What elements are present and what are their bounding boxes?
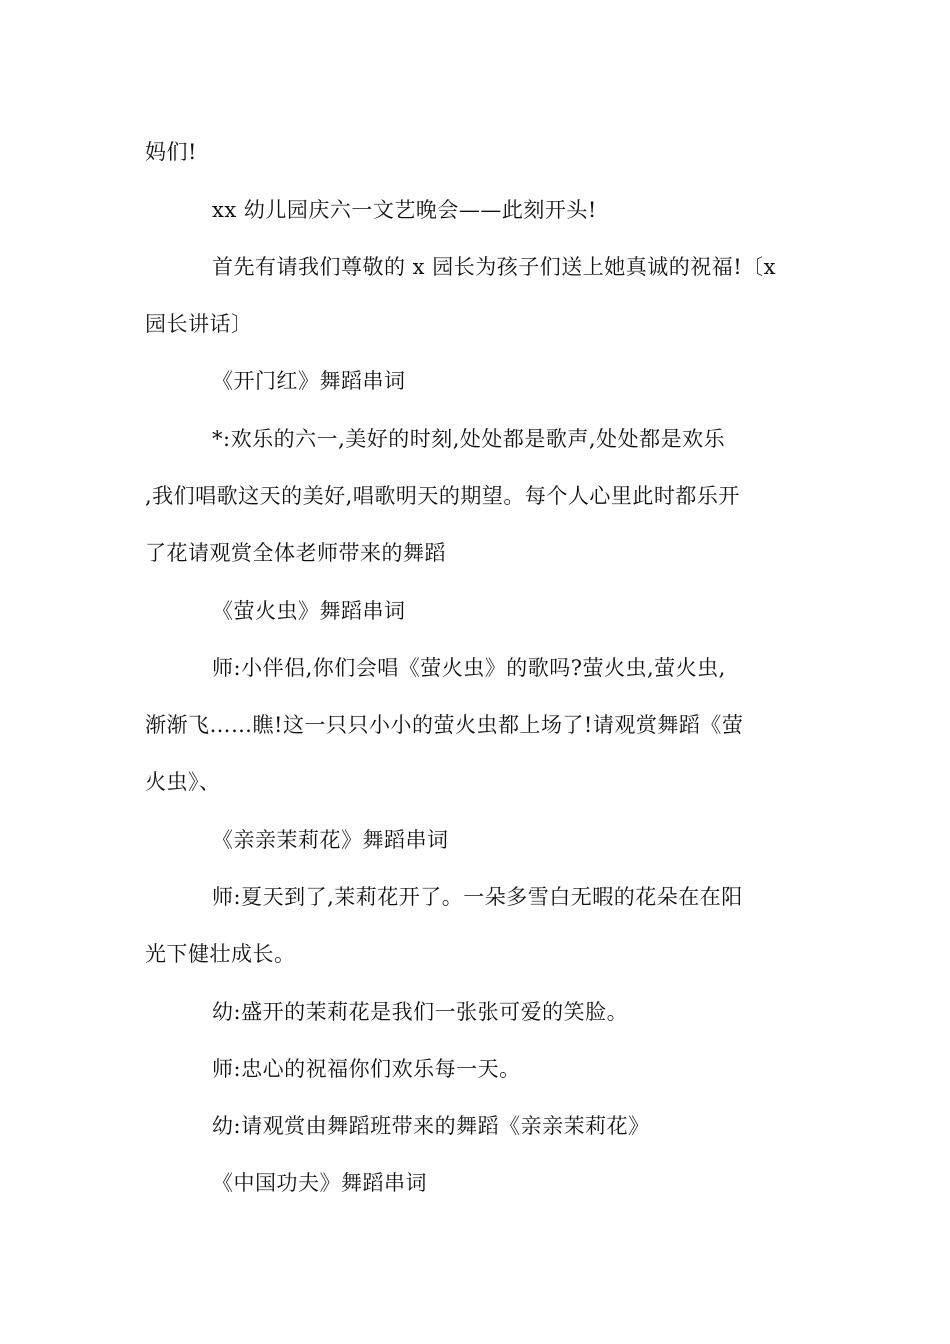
text-line: 幼:请观赏由舞蹈班带来的舞蹈《亲亲茉莉花》	[212, 1114, 650, 1138]
text-line: *:欢乐的六一,美好的时刻,处处都是歌声,处处都是欢乐	[212, 427, 726, 451]
section-heading: 《中国功夫》舞蹈串词	[212, 1171, 427, 1195]
text-line: 妈们!	[145, 140, 197, 164]
text-line: 师:小伴侣,你们会唱《萤火虫》的歌吗?萤火虫,萤火虫,	[212, 656, 726, 680]
text-line: 师:忠心的祝福你们欢乐每一天。	[212, 1057, 521, 1081]
text-line: 师:夏天到了,茉莉花开了。一朵多雪白无暇的花朵在在阳	[212, 885, 743, 909]
text-line: ,我们唱歌这天的美好,唱歌明天的期望。每个人心里此时都乐开	[145, 484, 740, 508]
text-line: 渐渐飞……瞧!这一只只小小的萤火虫都上场了!请观赏舞蹈《萤	[145, 713, 744, 737]
text-line: 光下健壮成长。	[145, 942, 296, 966]
section-heading: 《亲亲茉莉花》舞蹈串词	[212, 828, 449, 852]
section-heading: 《萤火虫》舞蹈串词	[212, 599, 406, 623]
text-line: 首先有请我们尊敬的 x 园长为孩子们送上她真诚的祝福!〔x	[212, 255, 776, 279]
text-line: xx 幼儿园庆六一文艺晚会——此刻开头!	[212, 198, 597, 222]
text-line: 园长讲话〕	[145, 312, 253, 336]
text-line: 了花请观赏全体老师带来的舞蹈	[145, 541, 446, 565]
text-line: 幼:盛开的茉莉花是我们一张张可爱的笑脸。	[212, 1000, 629, 1024]
text-line: 火虫》、	[145, 770, 221, 794]
section-heading: 《开门红》舞蹈串词	[212, 369, 406, 393]
